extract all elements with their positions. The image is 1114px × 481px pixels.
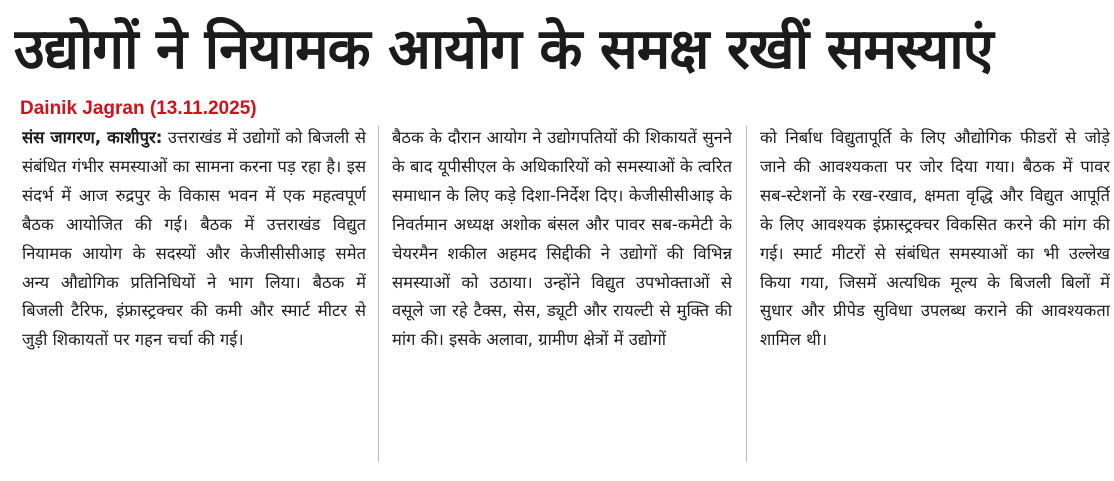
- headline: उद्योगों ने नियामक आयोग के समक्ष रखीं समस्याएं: [14, 17, 993, 82]
- article-column-1-text: उत्तराखंड में उद्योगों को बिजली से संबंधित गंभीर समस्याओं का सामना करना पड़ रहा है। इस संदर्भ में आज रुद्रपुर के विकास भवन में एक महत्वपूर्ण बैठक आयोजित की गई। बैठक में उत्तराखंड विद्युत नियामक आयोग के सदस्यों और केजीसीसीआइ समेत अन्य औद्योगिक प्रतिनिधियों ने भाग लिया। बैठक में बिजली टैरिफ, इंफ्रास्ट्रक्चर की कमी और स्मार्ट मीटर से जुड़ी शिकायतों पर गहन चर्चा की गई।: [22, 128, 366, 350]
- source-credit: Dainik Jagran (13.11.2025): [20, 98, 257, 119]
- article-column-3: [760, 124, 1110, 469]
- article-column-2: [392, 124, 732, 469]
- column-divider: [746, 126, 747, 462]
- article-column-3-text: को निर्बाध विद्युतापूर्ति के लिए औद्योगिक फीडरों से जोड़े जाने की आवश्यकता पर जोर दिया गया। बैठक में पावर सब-स्टेशनों के रख-रखाव, क्षमता वृद्धि और विद्युत आपूर्ति के लिए आवश्यक इंफ्रास्ट्रक्चर विकसित करने की मांग की गई। स्मार्ट मीटरों से संबंधित समस्याओं का भी उल्लेख किया गया, जिसमें अत्यधिक मूल्य के बिजली बिलों में सुधार और प्रीपेड सुविधा उपलब्ध कराने की आवश्यकता शामिल थी।: [760, 128, 1110, 350]
- article-column-2-text: बैठक के दौरान आयोग ने उद्योगपतियों की शिकायतें सुनने के बाद यूपीसीएल के अधिकारियों को समस्याओं के त्वरित समाधान के लिए कड़े दिशा-निर्देश दिए। केजीसीसीआइ के निवर्तमान अध्यक्ष अशोक बंसल और पावर सब-कमेटी के चेयरमैन शकील अहमद सिद्दीकी ने उद्योगों की विभिन्न समस्याओं को उठाया। उन्होंने विद्युत उपभोक्ताओं से वसूले जा रहे टैक्स, सेस, ड्यूटी और रायल्टी से मुक्ति की मांग की। इसके अलावा, ग्रामीण क्षेत्रों में उद्योगों: [392, 128, 732, 350]
- column-divider: [378, 126, 379, 462]
- article-column-1: [22, 124, 366, 469]
- article-dateline: संस जागरण, काशीपुर:: [22, 128, 163, 147]
